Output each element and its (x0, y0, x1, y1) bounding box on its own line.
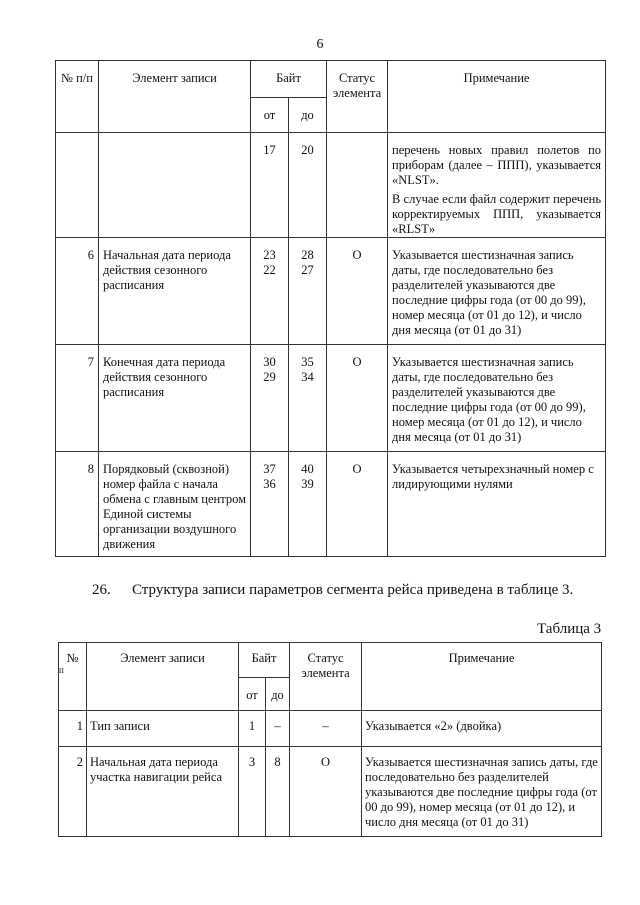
row-status: О (327, 452, 388, 557)
header-status: Статус элемента (290, 643, 362, 711)
row-num (56, 133, 99, 238)
header-element: Элемент записи (87, 643, 239, 711)
section-paragraph (92, 582, 573, 599)
row-element: Тип записи (87, 711, 239, 747)
header-note: Примечание (388, 61, 606, 133)
table-row (56, 238, 606, 345)
header-to: до (266, 678, 290, 711)
header-element: Элемент записи (99, 61, 251, 133)
header-num: № п (59, 643, 87, 711)
row-num: 6 (56, 238, 99, 345)
row-status: – (290, 711, 362, 747)
row-byte-to: 28 27 (289, 238, 327, 345)
row-element: Начальная дата периода действия сезонного расписания (99, 238, 251, 345)
row-element: Конечная дата периода действия сезонного расписания (99, 345, 251, 452)
row-status: О (290, 747, 362, 837)
header-from: от (251, 98, 289, 133)
row-note: Указывается шестизначная запись даты, где последовательно без разделителей указываются две последние цифры года (от 00 до 99), номер месяца (от 01 до 12), и число дня месяца (от 01 до 31) (388, 238, 606, 345)
section-number: 26. (92, 582, 111, 598)
row-element (99, 133, 251, 238)
row-byte-from: 1 (239, 711, 266, 747)
table-3 (58, 642, 602, 837)
table-row (59, 747, 602, 837)
table-header-row (59, 643, 602, 678)
header-note: Примечание (362, 643, 602, 711)
table-row (59, 711, 602, 747)
header-from: от (239, 678, 266, 711)
row-note: Указывается четырехзначный номер с лидирующими нулями (388, 452, 606, 557)
table-header-row (56, 61, 606, 98)
row-byte-from: 23 22 (251, 238, 289, 345)
header-byte: Байт (251, 61, 327, 98)
section-text: Структура записи параметров сегмента рейса приведена в таблице 3. (132, 582, 574, 598)
table-caption: Таблица 3 (537, 621, 602, 637)
page-number: 6 (316, 37, 324, 52)
row-note: Указывается «2» (двойка) (362, 711, 602, 747)
row-num: 8 (56, 452, 99, 557)
row-byte-from: 3 (239, 747, 266, 837)
table-row (56, 452, 606, 557)
row-byte-to: 8 (266, 747, 290, 837)
header-to: до (289, 98, 327, 133)
row-element: Начальная дата периода участка навигации рейса (87, 747, 239, 837)
row-num: 1 (59, 711, 87, 747)
row-element: Порядковый (сквозной) номер файла с начала обмена с главным центром Единой системы организации воздушного движения (99, 452, 251, 557)
row-byte-from: 30 29 (251, 345, 289, 452)
row-byte-to: 35 34 (289, 345, 327, 452)
row-note: Указывается шестизначная запись даты, где последовательно без разделителей указываются две последние цифры года (от 00 до 99), номер месяца (от 01 до 12), и число дня месяца (от 01 до 31) (388, 345, 606, 452)
row-num: 7 (56, 345, 99, 452)
header-byte: Байт (239, 643, 290, 678)
row-status: О (327, 345, 388, 452)
row-status: О (327, 238, 388, 345)
table-row (56, 345, 606, 452)
row-status (327, 133, 388, 238)
row-byte-to: 40 39 (289, 452, 327, 557)
row-byte-to: 20 (289, 133, 327, 238)
row-byte-to: – (266, 711, 290, 747)
row-note: перечень новых правил полетов по приборам (далее – ППП), указывается «NLST». В случае если файл содержит перечень корректируемых ППП, указывается «RLST» (388, 133, 606, 238)
row-byte-from: 37 36 (251, 452, 289, 557)
header-status: Статус элемента (327, 61, 388, 133)
row-byte-from: 17 (251, 133, 289, 238)
table-2-continuation (55, 60, 606, 557)
header-num: № п/п (56, 61, 99, 133)
table-row (56, 133, 606, 238)
row-num: 2 (59, 747, 87, 837)
row-note: Указывается шестизначная запись даты, где последовательно без разделителей указываются две последние цифры года (от 00 до 99), номер месяца (от 01 до 12), и число дня месяца (от 01 до 31) (362, 747, 602, 837)
